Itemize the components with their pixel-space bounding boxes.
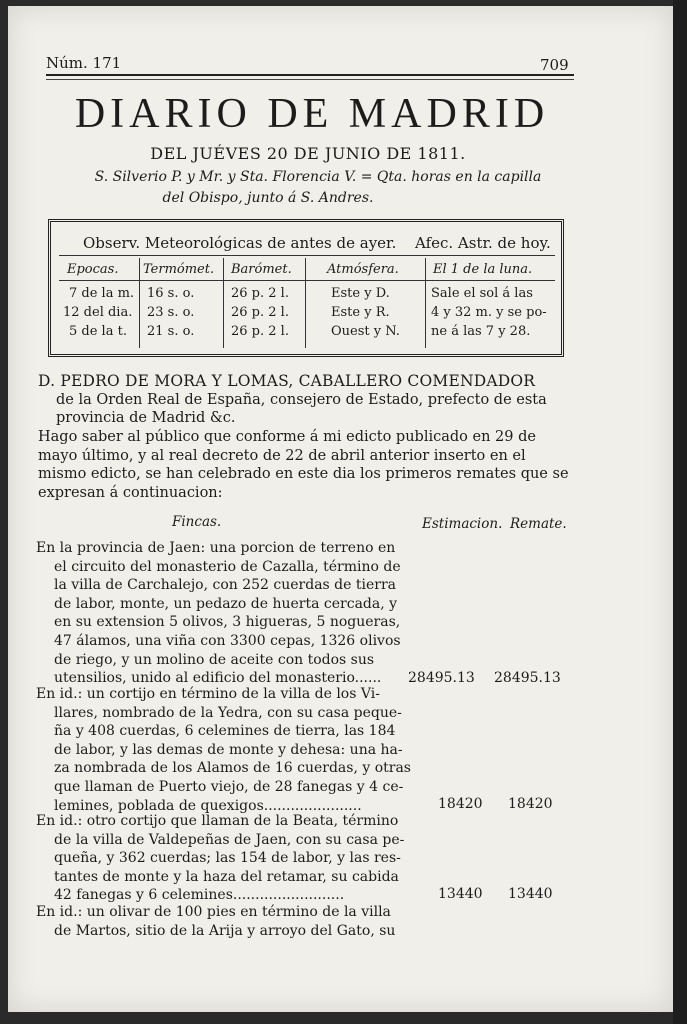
astro-title: Afec. Astr. de hoy.	[415, 234, 551, 252]
table-rule	[59, 280, 555, 281]
page-number: 709	[540, 56, 569, 74]
entry-line: En la provincia de Jaen: una porcion de terreno en	[36, 540, 396, 556]
entry-line: de Martos, sitio de la Arija y arroyo del Gato, su	[54, 922, 396, 939]
col-barometro: Barómet.	[231, 262, 292, 277]
entry-line: En id.: un olivar de 100 pies en término de la villa	[36, 904, 391, 920]
row-epoca: 7 de la m.	[69, 286, 135, 301]
notice-heading	[38, 372, 578, 428]
intro-line: mismo edicto, se han celebrado en este dia los primeros remates que se	[38, 466, 569, 482]
estimacion-value: 18420	[438, 796, 483, 812]
entry-line: de labor, y las demas de monte y dehesa: una ha-	[54, 741, 403, 758]
column-divider	[305, 258, 306, 348]
entry-line: llares, nombrado de la Yedra, con su casa peque-	[54, 704, 402, 721]
entry-line: la villa de Carchalejo, con 252 cuerdas de tierra	[54, 577, 397, 594]
entry-line: que llaman de Puerto viejo, de 28 fanegas y 4 ce-	[54, 778, 404, 795]
entry-line: utensilios, unido al edificio del monasterio......	[54, 670, 382, 687]
heading-line: de la Orden Real de España, consejero de Estado, prefecto de esta	[56, 391, 547, 408]
remate-value: 18420	[508, 796, 553, 812]
issue-number: Núm. 171	[46, 54, 122, 72]
entry-line: En id.: un cortijo en término de la villa de los Vi-	[36, 686, 380, 702]
row-atmosfera: Este y R.	[331, 305, 390, 320]
luna-line: ne á las 7 y 28.	[431, 324, 531, 339]
header-rule-thin	[46, 79, 574, 80]
row-epoca: 5 de la t.	[69, 324, 127, 339]
row-termometro: 23 s. o.	[147, 305, 195, 320]
entry-line: ña y 408 cuerdas, 6 celemines de tierra, las 184	[54, 723, 396, 740]
page-edge-shadow	[673, 0, 687, 1024]
entry-line: lemines, poblada de quexigos......................	[54, 797, 362, 814]
entry-line: de labor, monte, un pedazo de huerta cercada, y	[54, 595, 398, 612]
entry-line: tantes de monte y la haza del retamar, su cabida	[54, 868, 399, 885]
listing-entry	[36, 812, 426, 905]
entry-line: queña, y 362 cuerdas; las 154 de labor, y las res-	[54, 850, 401, 867]
row-termometro: 16 s. o.	[147, 286, 195, 301]
listing-entry	[36, 903, 426, 940]
row-atmosfera: Ouest y N.	[331, 324, 400, 339]
col-luna: El 1 de la luna.	[433, 262, 533, 277]
notice-intro	[38, 428, 578, 502]
meteorological-table	[48, 219, 564, 357]
column-header-remate: Remate.	[510, 516, 567, 532]
row-barometro: 26 p. 2 l.	[231, 286, 289, 301]
dateline: DEL JUÉVES 20 DE JUNIO DE 1811.	[150, 144, 466, 163]
row-barometro: 26 p. 2 l.	[231, 324, 289, 339]
column-divider	[139, 258, 140, 348]
remate-value: 28495.13	[494, 670, 561, 686]
column-header-estimacion: Estimacion.	[422, 516, 503, 532]
saints-line-1: S. Silverio P. y Mr. y Sta. Florencia V. = Qta. horas en la capilla	[94, 169, 542, 185]
column-divider	[425, 258, 426, 348]
header-rule	[46, 74, 574, 76]
meteo-title: Observ. Meteorológicas de antes de ayer.	[83, 234, 397, 252]
entry-line: en su extension 5 olivos, 3 higueras, 5 nogueras,	[54, 614, 401, 631]
listing-entry	[36, 539, 426, 688]
listing-entry	[36, 685, 426, 815]
col-atmosfera: Atmósfera.	[327, 262, 399, 277]
col-epocas: Epocas.	[67, 262, 119, 277]
saints-line-2: del Obispo, junto á S. Andres.	[162, 190, 374, 206]
estimacion-value: 28495.13	[408, 670, 475, 686]
masthead-title: DIARIO DE MADRID	[74, 91, 550, 137]
entry-line: 42 fanegas y 6 celemines.........................	[54, 887, 345, 904]
entry-line: za nombrada de los Alamos de 16 cuerdas, y otras	[54, 760, 411, 777]
entry-line: En id.: otro cortijo que llaman de la Beata, término	[36, 813, 399, 829]
estimacion-value: 13440	[438, 886, 483, 902]
row-termometro: 21 s. o.	[147, 324, 195, 339]
intro-line: Hago saber al público que conforme á mi edicto publicado en 29 de	[38, 429, 536, 445]
col-termometro: Termómet.	[143, 262, 215, 277]
heading-line: provincia de Madrid &c.	[56, 410, 236, 426]
luna-line: 4 y 32 m. y se po-	[431, 305, 547, 320]
intro-line: mayo último, y al real decreto de 22 de abril anterior inserto en el	[38, 447, 526, 464]
entry-line: de riego, y un molino de aceite con todos sus	[54, 651, 375, 668]
row-barometro: 26 p. 2 l.	[231, 305, 289, 320]
entry-line: de la villa de Valdepeñas de Jaen, con su casa pe-	[54, 831, 405, 848]
row-atmosfera: Este y D.	[331, 286, 390, 301]
remate-value: 13440	[508, 886, 553, 902]
table-rule	[59, 255, 555, 256]
newspaper-page	[8, 6, 673, 1012]
entry-line: 47 álamos, una viña con 3300 cepas, 1326 olivos	[54, 632, 401, 649]
column-divider	[223, 258, 224, 348]
luna-line: Sale el sol á las	[431, 286, 533, 301]
row-epoca: 12 del dia.	[63, 305, 133, 320]
entry-line: el circuito del monasterio de Cazalla, término de	[54, 558, 401, 575]
heading-line: D. PEDRO DE MORA Y LOMAS, CABALLERO COMENDADOR	[38, 372, 536, 390]
intro-line: expresan á continuacion:	[38, 484, 223, 501]
column-header-fincas: Fincas.	[172, 514, 222, 530]
